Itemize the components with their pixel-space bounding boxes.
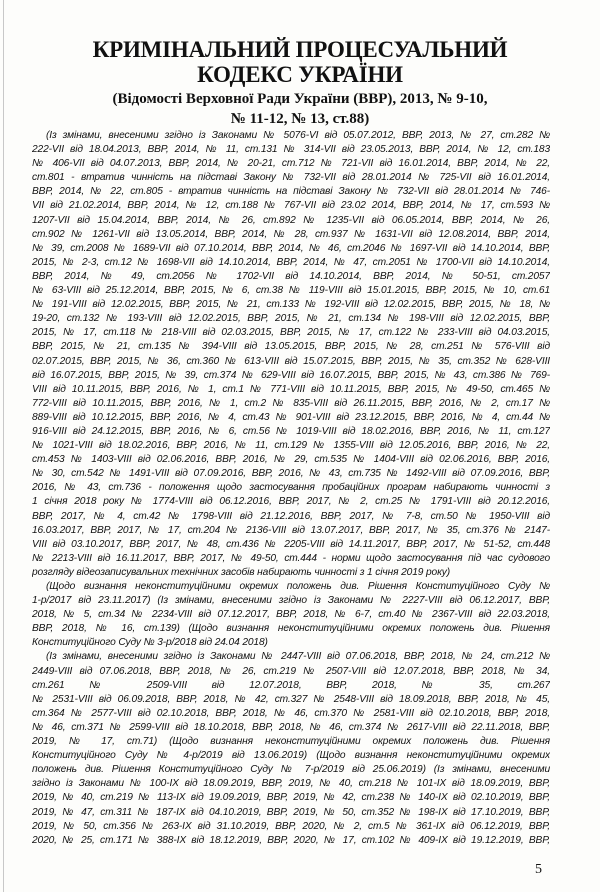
text-line: 2020, № 25, ст.171 № 388-IX від 18.12.2019, ВВР, 2020, № 17, ст.102 № 409-IX від 19.12.2019, ВВР, xyxy=(32,834,550,846)
text-line: 19-20, ст.132 № 193-VIII від 12.02.2015, ВВР, 2015, № 21, ст.134 № 198-VIII від 12.02.2015, ВВР, xyxy=(32,313,550,325)
scan-edge xyxy=(3,0,4,892)
text-line: № 46, ст.371 № 2599-VIII від 18.10.2018, ВВР, 2018, № 46, ст.374 № 2617-VIII від 22.11.2018, ВВР, xyxy=(32,721,550,733)
amendment-paragraph xyxy=(32,129,550,580)
text-line: № 39, ст.2008 № 1689-VII від 07.10.2014, ВВР, 2014, № 46, ст.2046 № 1697-VII від 14.10.2014, ВВР, xyxy=(32,242,550,254)
text-line: 1-р/2017 від 23.11.2017) (Із змінами, внесеними згідно із Законами № 2227-VIII від 06.12.2017, ВВР, xyxy=(32,595,550,607)
text-line: № 406-VII від 04.07.2013, ВВР, 2014, № 20-21, ст.712 № 721-VII від 16.01.2014, ВВР, 2014, № 22, xyxy=(32,158,550,170)
document-title-line-1: КРИМІНАЛЬНИЙ ПРОЦЕСУАЛЬНИЙ xyxy=(92,37,508,62)
text-line: ВВР, 2015, № 21, ст.135 № 394-VIII від 13.05.2015, ВВР, 2015, № 28, ст.251 № 576-VIII від xyxy=(32,341,550,353)
text-line: № 30, ст.542 № 1491-VIII від 07.09.2016, ВВР, 2016, № 43, ст.735 № 1492-VIII від 07.09.2016, ВВР, xyxy=(32,468,550,480)
text-line: ВВР, 2014, № 22, ст.805 - втратив чинність на підставі Закону № 732-VII від 28.01.2014 № 746- xyxy=(32,186,550,198)
amendments-text xyxy=(32,129,550,848)
text-line: ст.902 № 1261-VII від 13.05.2014, ВВР, 2014, № 28, ст.937 № 1631-VII від 12.08.2014, ВВР, 2014, xyxy=(32,228,550,240)
text-line: № 2213-VIII від 16.11.2017, ВВР, 2017, № 49-50, ст.444 - норми щодо застосування під час судового xyxy=(32,552,550,564)
text-line: VIII від 10.11.2015, ВВР, 2016, № 1, ст.1 № 771-VIII від 10.11.2015, ВВР, 2015, № 49-50, ст.465 № xyxy=(32,383,550,395)
text-line: VII від 21.02.2014, ВВР, 2014, № 12, ст.188 № 767-VII від 23.02 2014, ВВР, 2014, № 17, ст.593 № xyxy=(32,200,550,212)
text-line: № 191-VIII від 12.02.2015, ВВР, 2015, № 21, ст.133 № 192-VIII від 12.02.2015, ВВР, 2015, № 18, № xyxy=(32,299,550,311)
text-line: (Із змінами, внесеними згідно із Законами № 2447-VIII від 07.06.2018, ВВР, 2018, № 24, ст.212 № xyxy=(46,651,550,663)
text-line: Конституційного Суду № 4-р/2019 від 13.06.2019) (Щодо визнання неконституційними окремих xyxy=(32,750,550,762)
text-line: від 16.07.2015, ВВР, 2015, № 39, ст.374 № 629-VIII від 16.07.2015, ВВР, 2015, № 43, ст.386 № 769- xyxy=(32,369,550,381)
text-line: 16.03.2017, ВВР, 2017, № 17, ст.204 № 2136-VIII від 13.07.2017, ВВР, 2017, № 35, ст.376 № 2147- xyxy=(32,524,550,536)
text-line: 889-VIII від 10.12.2015, ВВР, 2016, № 4, ст.43 № 901-VIII від 23.12.2015, ВВР, 2016, № 4, ст.44 № xyxy=(32,411,550,423)
text-line: 2019, № 50, ст.356 № 263-IX від 31.10.2019, ВВР, 2020, № 2, ст.5 № 361-IX від 06.12.2019, ВВР, xyxy=(32,820,550,832)
text-line: VIII від 03.10.2017, ВВР, 2017, № 48, ст.436 № 2205-VIII від 14.11.2017, ВВР, 2017, № 51-52, ст.448 xyxy=(32,538,550,550)
text-line: 2019, № 47, ст.311 № 187-IX від 04.10.2019, ВВР, 2019, № 50, ст.352 № 198-IX від 17.10.2019, ВВР, xyxy=(32,806,550,818)
amendment-paragraph xyxy=(32,650,550,847)
text-line: Конституційного Суду № 3-р/2018 від 24.04 2018) xyxy=(32,637,268,649)
text-line: 1207-VII від 15.04.2014, ВВР, 2014, № 26, ст.892 № 1235-VII від 06.05.2014, ВВР, 2014, № 26, xyxy=(32,214,550,226)
text-line: 916-VIII від 24.12.2015, ВВР, 2016, № 6, ст.56 № 1019-VIII від 18.02.2016, ВВР, 2016, № 11, ст.127 xyxy=(32,425,550,437)
text-line: 2015, № 17, ст.118 № 218-VIII від 02.03.2015, ВВР, 2015, № 17, ст.122 № 233-VIII від 04.03.2015, xyxy=(32,327,550,339)
text-line: положень див. Рішення Конституційного Суду № 7-р/2019 від 25.06.2019) (Із змінами, внесеними xyxy=(32,764,550,776)
text-line: 02.07.2015, ВВР, 2015, № 36, ст.360 № 613-VIII від 15.07.2015, ВВР, 2015, № 35, ст.352 № 628-VIII xyxy=(32,355,550,367)
text-line: № 63-VIII від 25.12.2014, ВВР, 2015, № 6, ст.38 № 119-VIII від 15.01.2015, ВВР, 2015, № 10, ст.61 xyxy=(32,285,550,297)
document-subtitle-line-1: (Відомості Верховної Ради України (ВВР), 2013, № 9-10, xyxy=(112,91,488,107)
text-line: № 1021-VIII від 18.02.2016, ВВР, 2016, № 11, ст.129 № 1355-VIII від 12.05.2016, ВВР, 2016, № 22, xyxy=(32,440,550,452)
text-line: 1 січня 2018 року № 1774-VIII від 06.12.2016, ВВР, 2017, № 2, ст.25 № 1791-VIII від 20.12.2016, xyxy=(32,496,550,508)
text-line: (Із змінами, внесеними згідно із Законами № 5076-VI від 05.07.2012, ВВР, 2013, № 27, ст.282 № xyxy=(46,130,550,141)
text-line: 222-VII від 18.04.2013, ВВР, 2014, № 11, ст.131 № 314-VII від 23.05.2013, ВВР, 2014, № 12, ст.183 xyxy=(32,144,550,156)
document-title-line-2: КОДЕКС УКРАЇНИ xyxy=(197,62,403,87)
text-line: 2019, № 17, ст.71) (Щодо визнання неконституційними окремих положень див. Рішення xyxy=(32,736,550,748)
text-line: ВВР, 2014, № 49, ст.2056 № 1702-VII від 14.10.2014, ВВР, 2014, № 50-51, ст.2057 xyxy=(32,270,550,282)
text-line: ст.453 № 1403-VIII від 02.06.2016, ВВР, 2016, № 29, ст.535 № 1404-VIII від 02.06.2016, ВВР, 2016, xyxy=(32,454,550,466)
text-line: 2016, № 43, ст.736 - положення щодо застосування пробаційних програм набирають чинності з xyxy=(32,482,550,494)
text-line: згідно із Законами № 100-IX від 18.09.2019, ВВР, 2019, № 40, ст.218 № 101-IX від 18.09.2019, ВВР, xyxy=(32,778,550,790)
text-line: 2018, № 5, ст.34 № 2234-VIII від 07.12.2017, ВВР, 2018, № 6-7, ст.40 № 2367-VIII від 22.03.2018, xyxy=(32,609,550,621)
text-line: ВВР, 2017, № 4, ст.42 № 1798-VIII від 21.12.2016, ВВР, 2017, № 7-8, ст.50 № 1950-VIII від xyxy=(32,510,550,522)
amendment-paragraph xyxy=(32,580,550,650)
text-line: розгляду відеозаписувальних технічних засобів набирають чинності з 1 січня 2019 року) xyxy=(32,566,451,578)
page-number: 5 xyxy=(535,862,542,877)
text-line: 2015, № 2-3, ст.12 № 1698-VII від 14.10.2014, ВВР, 2014, № 47, ст.2051 № 1700-VII від 14.10.2014, xyxy=(32,256,550,268)
text-line: 2449-VIII від 07.06.2018, ВВР, 2018, № 26, ст.219 № 2507-VIII від 12.07.2018, ВВР, 2018, № 34, xyxy=(32,665,550,677)
text-line: ВВР, 2018, № 16, ст.139) (Щодо визнання неконституційними окремих положень див. Рішення xyxy=(32,623,550,635)
text-line: ст.261 № 2509-VIII від 12.07.2018, ВВР, 2018, № 35, ст.267 xyxy=(32,679,550,691)
text-line: (Щодо визнання неконституційними окремих положень див. Рішення Конституційного Суду № xyxy=(46,581,550,592)
document-subtitle-line-2: № 11-12, № 13, ст.88) xyxy=(230,111,370,127)
text-line: 2019, № 40, ст.219 № 113-IX від 19.09.2019, ВВР, 2019, № 42, ст.238 № 140-IX від 02.10.2019, ВВР, xyxy=(32,792,550,804)
text-line: 772-VIII від 10.11.2015, ВВР, 2016, № 1, ст.2 № 835-VIII від 26.11.2015, ВВР, 2016, № 2, ст.17 № xyxy=(32,397,550,409)
text-line: № 2531-VIII від 06.09.2018, ВВР, 2018, № 42, ст.327 № 2548-VIII від 18.09.2018, ВВР, 2018, № 45, xyxy=(32,693,550,705)
text-line: ст.801 - втратив чинність на підставі Закону № 732-VII від 28.01.2014 № 725-VII від 16.01.2014, xyxy=(32,172,550,184)
text-line: ст.364 № 2577-VIII від 02.10.2018, ВВР, 2018, № 46, ст.370 № 2581-VIII від 02.10.2018, ВВР, 2018, xyxy=(32,707,550,719)
